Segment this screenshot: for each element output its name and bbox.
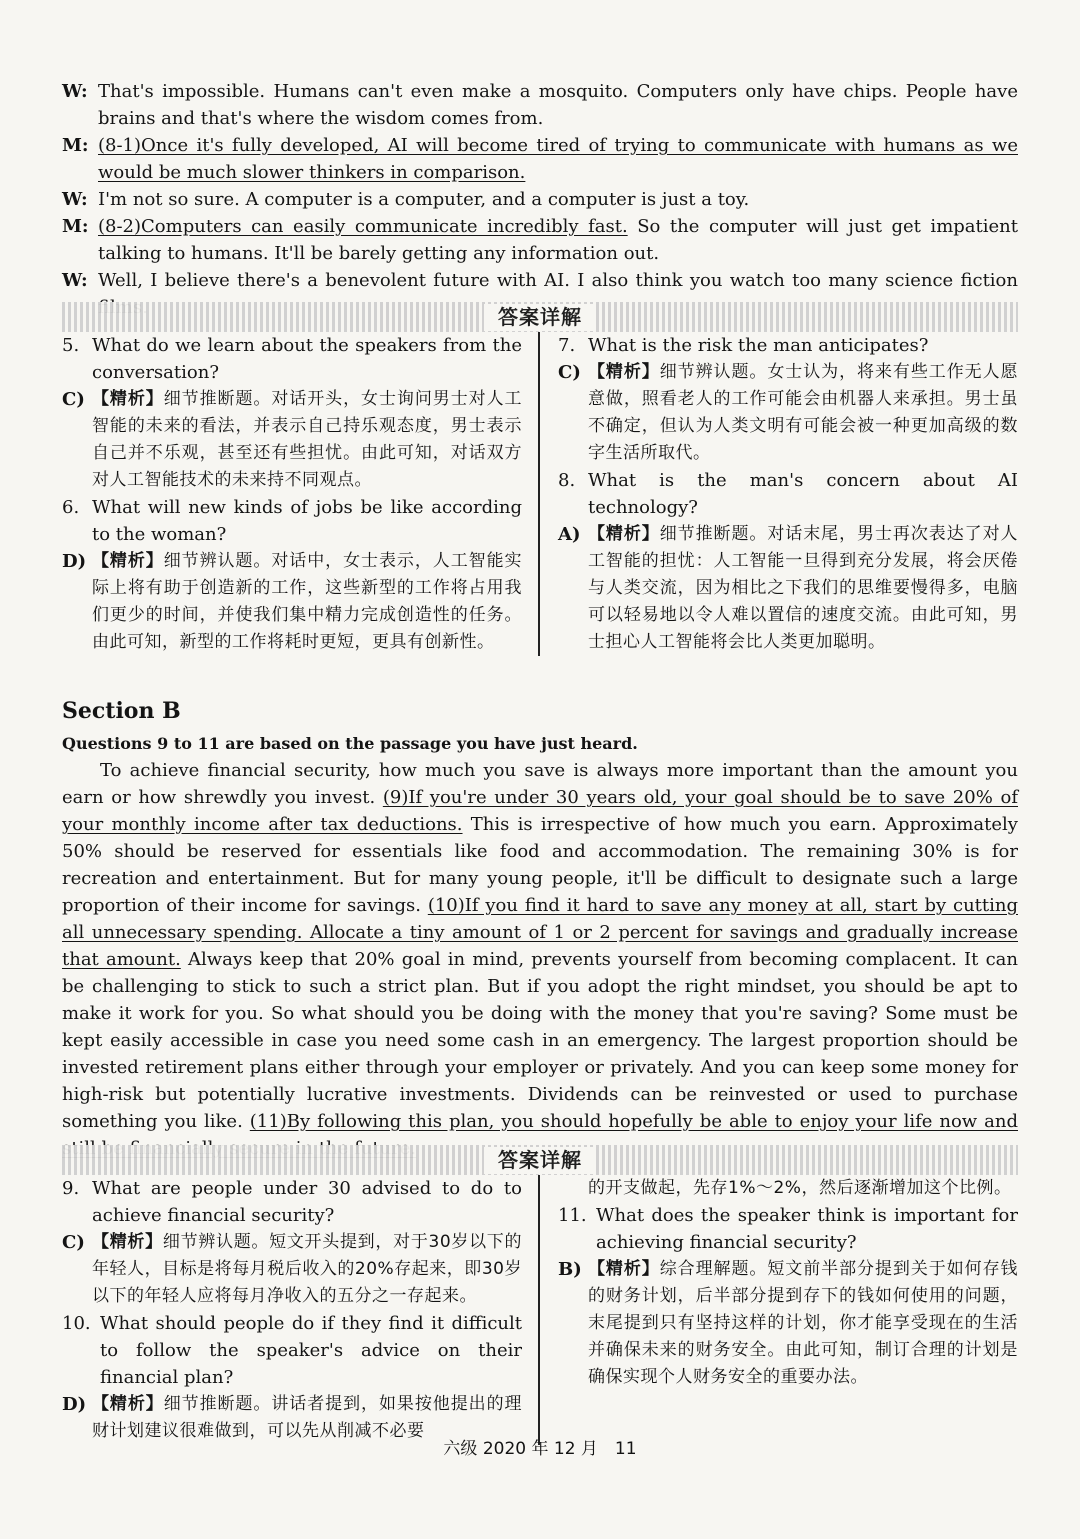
question-text: What will new kinds of jobs be like according to the woman?	[92, 497, 522, 545]
question-item	[62, 494, 522, 548]
answers-left-column	[62, 1175, 540, 1445]
question-number: 11.	[558, 1205, 587, 1226]
answer-letter: B)	[558, 1259, 582, 1280]
answer-analysis: 【精析】综合理解题。短文前半部分提到关于如何存钱的财务计划，后半部分提到存下的钱如何使用的问题，末尾提到只有坚持这样的计划，你才能享受现在的生活并确保未来的财务安全。由此可知，制订合理的计划是确保实现个人财务安全的重要办法。	[588, 1259, 1019, 1387]
answer-letter: C)	[62, 1232, 85, 1253]
speaker-label: M:	[62, 135, 89, 156]
speaker-label: W:	[62, 270, 88, 291]
answer-analysis: 【精析】细节推断题。对话末尾，男士再次表达了对人工智能的担忧：人工智能一旦得到充分发展，将会厌倦与人类交流，因为相比之下我们的思维要慢得多，电脑可以轻易地以令人难以置信的速度交流。由此可知，男士担心人工智能将会比人类更加聪明。	[588, 524, 1019, 652]
answer-item	[62, 386, 522, 494]
answer-analysis: 【精析】细节辨认题。女士认为，将来有些工作无人愿意做，照看老人的工作可能会由机器人来承担。男士虽不确定，但认为人类文明有可能会被一种更加高级的数字生活所取代。	[588, 362, 1019, 463]
answers-section-a	[62, 332, 1018, 656]
question-number: 6.	[62, 497, 80, 518]
question-item	[558, 332, 1018, 359]
answer-item	[62, 1229, 522, 1310]
answer-details-banner	[62, 1145, 1018, 1175]
question-number: 7.	[558, 335, 576, 356]
speaker-label: W:	[62, 189, 88, 210]
dialogue-transcript	[62, 78, 1018, 321]
section-instruction: Questions 9 to 11 are based on the passage you have just heard.	[62, 734, 638, 753]
underlined-key-sentence: (8-2)Computers can easily communicate incredibly fast.	[98, 216, 628, 237]
dialogue-line	[62, 213, 1018, 267]
page-footer: 六级 2020 年 12 月 11	[443, 1439, 637, 1459]
question-text: What does the speaker think is important for achieving financial security?	[596, 1205, 1018, 1253]
speaker-label: W:	[62, 81, 88, 102]
utterance: (8-2)Computers can easily communicate incredibly fast. So the computer will just get impatient talking to humans. It'll be barely getting any information out.	[98, 216, 1018, 264]
question-text: What is the man's concern about AI technology?	[588, 470, 1018, 518]
utterance	[98, 132, 1018, 186]
answer-item	[62, 548, 522, 656]
section-title: Section B	[62, 698, 181, 724]
question-number: 10.	[62, 1313, 91, 1334]
question-number: 5.	[62, 335, 80, 356]
underlined-key-sentence: (11)By following this plan, you should hopefully be able to enjoy your life now and	[249, 1111, 1018, 1132]
answer-letter: C)	[62, 389, 85, 410]
banner-label: 答案详解	[484, 304, 596, 331]
answer-analysis: 【精析】细节推断题。对话开头，女士询问男士对人工智能的未来的看法，并表示自己持乐观态度，男士表示自己并不乐观，甚至还有些担忧。由此可知，对话双方对人工智能技术的未来持不同观点。	[92, 389, 523, 490]
speaker-label: M:	[62, 216, 89, 237]
answer-letter: C)	[558, 362, 581, 383]
answer-analysis: 【精析】细节辨认题。短文开头提到，对于30岁以下的年轻人，目标是将每月税后收入的20%存起来，即30岁以下的年轻人应将每月净收入的五分之一存起来。	[92, 1232, 523, 1306]
underlined-key-sentence: (8-1)Once it's fully developed, AI will become tired of trying to communicate with humans as we would be much slower thinkers in comparison.	[98, 135, 1018, 183]
dialogue-line	[62, 78, 1018, 132]
banner-label: 答案详解	[484, 1147, 596, 1174]
passage-transcript: To achieve financial security, how much you save is always more important than the amount you earn or how shrewdly you invest. (9)If you're under 30 years old, your goal should be to save 20% of your monthly income after tax deductions. This is irrespective of how much you earn. Approximately 50% should be reserved for essentials like food and accommodation. The remaining 30% is for recreation and entertainment. But for many young people, it'll be difficult to designate such a large proportion of their income for savings. (10)If you find it hard to save any money at all, start by cutting all unnecessary spending. Allocate a tiny amount of 1 or 2 percent for savings and gradually increase that amount. Always keep that 20% goal in mind, prevents yourself from becoming complacent. It can be challenging to stick to such a strict plan. But if you adopt the right mindset, you should be apt to make it work for you. So what should you be doing with the money that you're saving? Some must be kept easily accessible in case you need some cash in an emergency. The largest proportion should be invested retirement plans either through your employer or privately. And you can keep some money for high-risk but potentially lucrative investments. Dividends can be reinvested or used to purchase something you like. (11)By following this plan, you should hopefully be able to enjoy your life now and	[62, 757, 1018, 1162]
answers-right-column	[540, 1175, 1018, 1445]
question-text: What do we learn about the speakers from the conversation?	[92, 335, 522, 383]
question-text: What are people under 30 advised to do to achieve financial security?	[92, 1178, 522, 1226]
answer-analysis: 【精析】细节推断题。讲话者提到，如果按他提出的理财计划建议很难做到，可以先从削减不必要	[92, 1394, 523, 1441]
answers-section-b	[62, 1175, 1018, 1445]
answer-continuation: 的开支做起，先存1%～2%，然后逐渐增加这个比例。	[588, 1178, 1012, 1198]
question-number: 8.	[558, 470, 576, 491]
answer-item	[558, 521, 1018, 656]
utterance: Well, I believe there's a benevolent future with AI. I also think you watch too many science fiction	[98, 270, 1018, 291]
answers-left-column	[62, 332, 540, 656]
answer-letter: D)	[62, 551, 87, 572]
answer-item	[558, 359, 1018, 467]
answer-analysis: 【精析】细节辨认题。对话中，女士表示，人工智能实际上将有助于创造新的工作，这些新型的工作将占用我们更少的时间，并使我们集中精力完成创造性的任务。由此可知，新型的工作将耗时更短，更具有创新性。	[92, 551, 523, 652]
answers-right-column	[540, 332, 1018, 656]
question-item	[558, 467, 1018, 521]
question-item	[62, 1175, 522, 1229]
underlined-key-sentence: (10)If you find it hard to save any money at all, start by cutting all unnecessary spending. Allocate a tiny amount of 1 or 2 percent for savings and gradually increase that amount.	[62, 895, 1018, 970]
utterance: That's impossible. Humans can't even make a mosquito. Computers only have chips. People have brains and that's where the wisdom comes from.	[98, 81, 1018, 129]
question-number: 9.	[62, 1178, 80, 1199]
answer-letter: A)	[558, 524, 581, 545]
answer-item	[558, 1256, 1018, 1391]
answer-details-banner	[62, 302, 1018, 332]
question-item	[62, 1310, 522, 1391]
utterance: I'm not so sure. A computer is a computer, and a computer is just a toy.	[98, 189, 750, 210]
dialogue-line	[62, 186, 1018, 213]
question-item	[62, 332, 522, 386]
answer-letter: D)	[62, 1394, 87, 1415]
underlined-key-sentence: (9)If you're under 30 years old, your goal should be to save 20% of your monthly income after tax deductions.	[62, 787, 1018, 835]
question-text: What is the risk the man anticipates?	[588, 335, 929, 356]
question-text: What should people do if they find it difficult to follow the speaker's advice on their financial plan?	[100, 1313, 522, 1388]
question-item	[558, 1202, 1018, 1256]
dialogue-line	[62, 132, 1018, 186]
